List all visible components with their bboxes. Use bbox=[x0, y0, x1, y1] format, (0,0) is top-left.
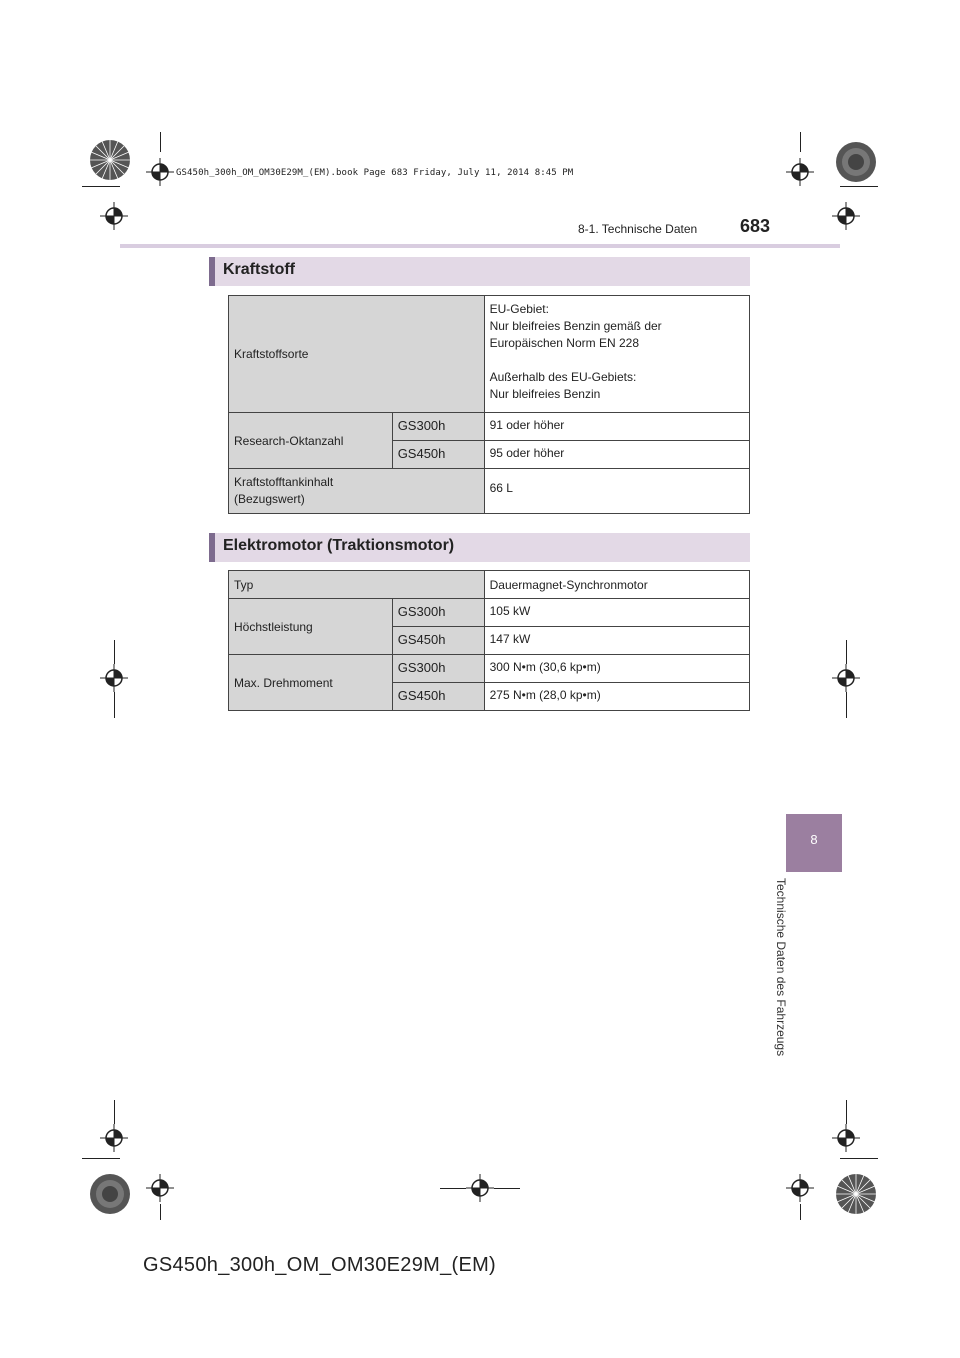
model-label: GS450h bbox=[392, 627, 484, 655]
crosshair-mark-icon bbox=[786, 158, 814, 186]
fuel-spec-table bbox=[228, 295, 750, 514]
section-title: Kraftstoff bbox=[223, 261, 295, 278]
row-label: Kraftstofftankinhalt (Bezugswert) bbox=[229, 469, 485, 514]
model-label: GS450h bbox=[392, 683, 484, 711]
chapter-number: 8 bbox=[810, 832, 818, 847]
row-label: Typ bbox=[229, 571, 485, 599]
row-value: 66 L bbox=[484, 469, 749, 514]
crosshair-mark-icon bbox=[100, 1124, 128, 1152]
model-label: GS300h bbox=[392, 413, 484, 441]
table-row bbox=[229, 469, 750, 514]
row-value: 105 kW bbox=[484, 599, 749, 627]
row-label: Research-Oktanzahl bbox=[229, 413, 393, 469]
crosshair-mark-icon bbox=[832, 664, 860, 692]
row-value: 275 N•m (28,0 kp•m) bbox=[484, 683, 749, 711]
crosshair-mark-icon bbox=[786, 1174, 814, 1202]
section-heading-fuel bbox=[209, 257, 750, 286]
model-label: GS300h bbox=[392, 655, 484, 683]
crosshair-mark-icon bbox=[100, 202, 128, 230]
row-value: EU-Gebiet: Nur bleifreies Benzin gemäß der Europäischen Norm EN 228 Außerhalb des EU-Gebiets: Nur bleifreies Benzin bbox=[484, 296, 749, 413]
motor-spec-table bbox=[228, 570, 750, 711]
header-rule bbox=[120, 244, 840, 248]
crosshair-mark-icon bbox=[146, 158, 174, 186]
crosshair-mark-icon bbox=[832, 1124, 860, 1152]
registration-mark-icon bbox=[834, 1172, 878, 1216]
chapter-title: Technische Daten des Fahrzeugs bbox=[774, 878, 788, 1057]
row-value: 300 N•m (30,6 kp•m) bbox=[484, 655, 749, 683]
row-label: Kraftstoffsorte bbox=[229, 296, 485, 413]
section-heading-motor bbox=[209, 533, 750, 562]
chapter-side-label bbox=[774, 878, 806, 1078]
book-info-line: GS450h_300h_OM_OM30E29M_(EM).book Page 683 Friday, July 11, 2014 8:45 PM bbox=[176, 168, 574, 178]
registration-mark-icon bbox=[88, 1172, 132, 1216]
registration-mark-icon bbox=[834, 140, 878, 184]
section-header-title: 8-1. Technische Daten bbox=[578, 222, 698, 236]
table-row bbox=[229, 571, 750, 599]
table-row bbox=[229, 655, 750, 683]
table-row bbox=[229, 599, 750, 627]
registration-mark-icon bbox=[88, 138, 132, 182]
model-label: GS300h bbox=[392, 599, 484, 627]
model-label: GS450h bbox=[392, 441, 484, 469]
document-code: GS450h_300h_OM_OM30E29M_(EM) bbox=[143, 1254, 497, 1276]
crosshair-mark-icon bbox=[100, 664, 128, 692]
row-value: Dauermagnet-Synchronmotor bbox=[484, 571, 749, 599]
row-label: Höchstleistung bbox=[229, 599, 393, 655]
crosshair-mark-icon bbox=[466, 1174, 494, 1202]
row-value: 95 oder höher bbox=[484, 441, 749, 469]
row-value: 147 kW bbox=[484, 627, 749, 655]
section-title: Elektromotor (Traktionsmotor) bbox=[223, 537, 455, 554]
table-row bbox=[229, 413, 750, 441]
crosshair-mark-icon bbox=[832, 202, 860, 230]
row-value: 91 oder höher bbox=[484, 413, 749, 441]
row-label: Max. Drehmoment bbox=[229, 655, 393, 711]
page-number: 683 bbox=[740, 216, 771, 236]
crosshair-mark-icon bbox=[146, 1174, 174, 1202]
chapter-tab[interactable] bbox=[786, 814, 842, 872]
table-row bbox=[229, 296, 750, 413]
